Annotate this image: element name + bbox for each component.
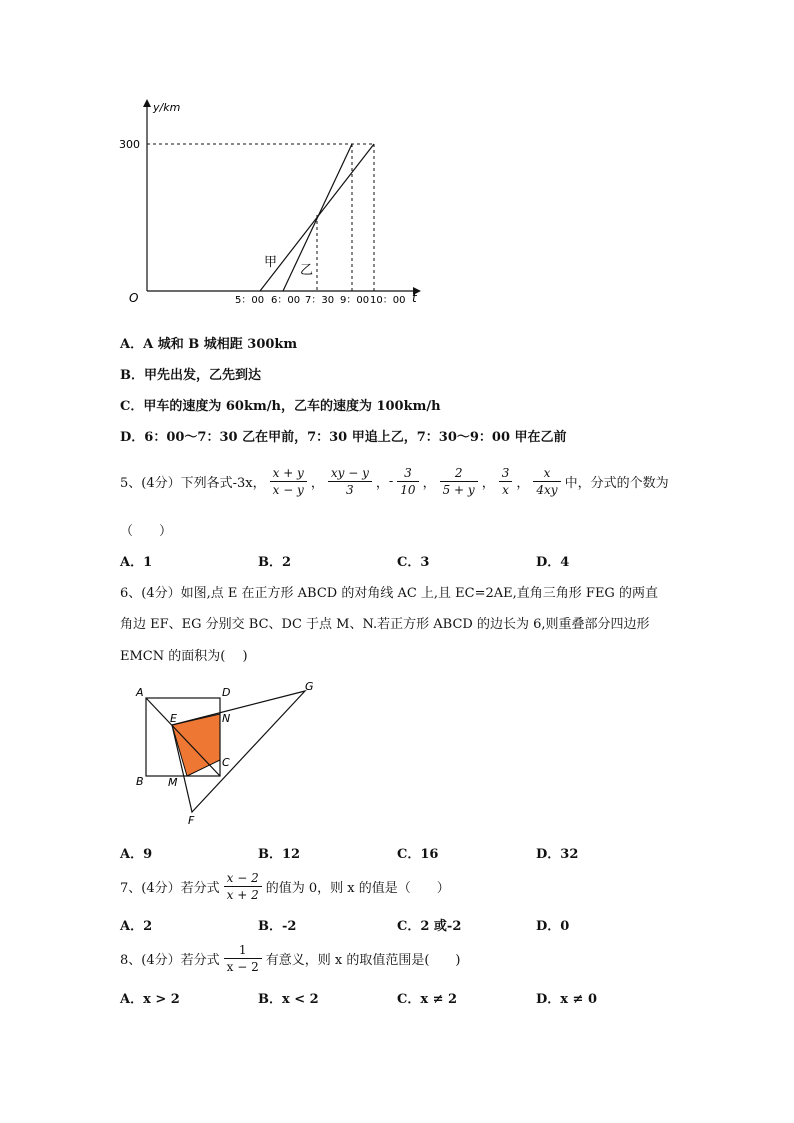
q5-frac-1: $\frac{x + y}{x - y}$ [270,465,307,498]
q5-option-a[interactable]: A．1 [120,555,153,570]
origin-label: O [129,291,139,305]
label-a: A [136,686,144,699]
q7-option-a[interactable]: A．2 [120,919,153,934]
q4-option-c[interactable] [120,395,441,414]
label-m: M [168,776,178,789]
q6-option-c[interactable]: C．16 [397,847,439,862]
q8-stem [120,938,460,978]
q5-frac-4: $\frac{2}{5 + y}$ [440,465,478,498]
label-b: B [136,775,144,788]
label-c: C [222,756,230,769]
q5-stem: 5、(4分）下列各式-3x， $\frac{x + y}{x - y}$ ， $\frac{xy - y}{3}$ ， - $\frac{3}{10}$ ， $\frac{2}{5 + y}$ ， $\frac{3}{x}$ ， $\frac{x}{4xy}$ 中，分式的个数为 [120,465,669,497]
t-tick-600: 6：00 [271,295,301,306]
y-tick-300: 300 [119,138,140,151]
square-triangle-figure [130,678,330,826]
q5-frac-5: $\frac{3}{x}$ [499,465,513,498]
q8-suffix: 有意义，则 x 的取值范围是( ) [265,952,461,968]
label-n: N [222,712,231,725]
label-e: E [170,712,177,725]
q6-option-a[interactable]: A．9 [120,847,153,862]
t-tick-1000: 10：00 [370,295,406,306]
q4-option-a-letter: A． [120,337,144,352]
t-axis-label: t [412,291,417,305]
q4-option-d-text: 6：00～7：30 乙在甲前，7：30 甲追上乙，7：30～9：00 甲在乙前 [144,430,567,445]
q4-option-a-text: A 城和 B 城相距 300km [143,337,298,352]
line-yi [283,144,352,291]
q4-option-c-text: 甲车的速度为 60km/h，乙车的速度为 100km/h [143,399,441,414]
label-f: F [188,814,195,826]
distance-time-graph [115,95,435,310]
y-axis-arrow [143,99,151,107]
q4-option-b-letter: B． [120,368,144,383]
q5-suffix: 中，分式的个数为 [564,475,669,491]
t-tick-500: 5：00 [235,295,265,306]
q4-option-b[interactable] [120,364,261,383]
q4-option-b-text: 甲先出发，乙先到达 [144,368,262,383]
q7-stem [120,866,450,906]
q6-option-d[interactable]: D．32 [536,847,579,862]
label-yi: 乙 [300,263,314,278]
q7-option-d[interactable]: D．0 [536,919,570,934]
q4-option-d[interactable] [120,426,567,445]
q8-option-c[interactable]: C．x ≠ 2 [397,992,458,1007]
q7-prefix: 7、(4分）若分式 [120,880,220,896]
q6-line-3: EMCN 的面积为( ) [120,649,248,664]
q7-frac: $\frac{x - 2}{x + 2}$ [224,870,262,903]
q5-option-c[interactable]: C．3 [397,555,430,570]
q4-option-d-letter: D． [120,430,145,445]
q8-option-d[interactable]: D．x ≠ 0 [536,992,598,1007]
q6-option-b[interactable]: B．12 [258,847,301,862]
q5-option-d[interactable]: D．4 [536,555,570,570]
q5-frac-2: $\frac{xy - y}{3}$ [328,465,372,498]
y-axis-label: y/km [153,101,181,114]
q5-blank: （ ） [120,524,173,539]
q8-option-b[interactable]: B．x < 2 [258,992,319,1007]
q5-prefix: 5、(4分）下列各式-3x， [120,475,266,491]
q5-frac-6: $\frac{x}{4xy}$ [533,465,560,498]
q7-option-c[interactable]: C．2 或-2 [397,919,462,934]
q5-option-b[interactable]: B．2 [258,555,292,570]
q5-neg-sign: - [388,473,394,489]
q4-option-c-letter: C． [120,399,144,414]
t-tick-730: 7：30 [305,295,335,306]
q4-option-a[interactable] [120,333,297,352]
q8-prefix: 8、(4分）若分式 [120,952,220,968]
q8-frac: $\frac{1}{x - 2}$ [224,942,262,975]
label-g: G [305,680,314,693]
q7-suffix: 的值为 0，则 x 的值是（ ） [265,880,450,896]
label-jia: 甲 [264,255,278,270]
t-tick-900: 9：00 [340,295,370,306]
q8-option-a[interactable]: A．x > 2 [120,992,180,1007]
label-d: D [222,686,231,699]
q5-frac-3: $\frac{3}{10}$ [397,465,418,498]
q6-line-2: 角边 EF、EG 分别交 BC、DC 于点 M、N.若正方形 ABCD 的边长为 6,则重叠部分四边形 [120,617,650,632]
q6-line-1: 6、(4分）如图,点 E 在正方形 ABCD 的对角线 AC 上,且 EC=2AE,直角三角形 FEG 的两直 [120,586,658,601]
q7-option-b[interactable]: B．-2 [258,919,297,934]
